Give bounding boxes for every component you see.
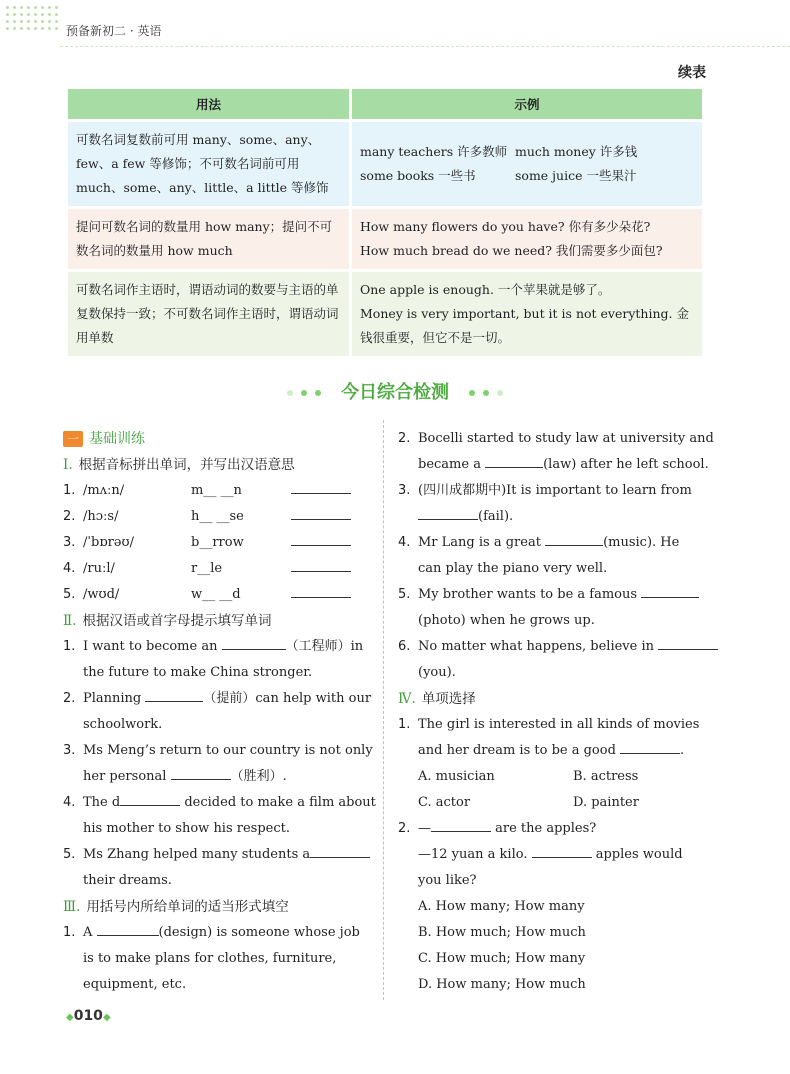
question: 3. (四川成都期中)It is important to learn from xyxy=(398,483,692,498)
phonetic-item: 4. /ruːl/ r__le xyxy=(63,556,373,582)
answer-blank[interactable] xyxy=(171,765,231,780)
example-cell xyxy=(352,122,702,206)
phonetic-item: 2. /hɔːs/ h__ __se xyxy=(63,504,373,530)
question: 1. A (design) is someone whose job xyxy=(63,920,373,946)
question: 4. Mr Lang is a great (music). He xyxy=(398,530,708,556)
example: some juice 一些果汁 xyxy=(515,168,637,183)
option-c[interactable]: C. How much; How many xyxy=(418,951,586,966)
question-cont: (photo) when he grows up. xyxy=(418,613,595,628)
answer-blank[interactable] xyxy=(418,505,478,520)
part2-heading: Ⅱ. 根据汉语或首字母提示填写单词 xyxy=(63,613,272,629)
example: How much bread do we need? 我们需要多少面包? xyxy=(360,243,663,258)
question: 2. Planning （提前）can help with our xyxy=(63,686,373,712)
question-cont: his mother to show his respect. xyxy=(83,821,291,836)
question-cont: the future to make China stronger. xyxy=(83,665,313,680)
option-d[interactable]: D. How many; How much xyxy=(418,977,586,992)
question-cont: became a (law) after he left school. xyxy=(398,452,708,478)
question-cont: her personal （胜利）. xyxy=(63,764,373,790)
question-cont: can play the piano very well. xyxy=(418,561,608,576)
question-cont: —12 yuan a kilo. apples would xyxy=(398,842,708,868)
question: 2. Bocelli started to study law at university and xyxy=(398,431,714,446)
question-cont: their dreams. xyxy=(83,873,172,888)
section-title xyxy=(0,378,790,404)
question-cont: you like? xyxy=(418,873,477,888)
answer-blank[interactable] xyxy=(291,557,351,572)
phonetic-item: 5. /wʊd/ w__ __d xyxy=(63,582,373,608)
table-row xyxy=(68,272,702,356)
option-a[interactable]: A. musician xyxy=(418,769,495,784)
answer-blank[interactable] xyxy=(222,635,286,650)
question: 1. The girl is interested in all kinds of movies xyxy=(398,717,700,732)
answer-blank[interactable] xyxy=(291,479,351,494)
part1-heading: Ⅰ. 根据音标拼出单词，并写出汉语意思 xyxy=(63,457,295,473)
answer-blank[interactable] xyxy=(485,453,543,468)
answer-blank[interactable] xyxy=(620,739,680,754)
answer-blank[interactable] xyxy=(310,843,370,858)
answer-blank[interactable] xyxy=(545,531,603,546)
continued-label: 续表 xyxy=(678,65,706,81)
page-number: ◆010◆ xyxy=(66,1008,111,1024)
example: Money is very important, but it is not everything. 金钱很重要，但它不是一切。 xyxy=(360,306,689,345)
answer-blank[interactable] xyxy=(97,921,159,936)
example: some books 一些书 xyxy=(360,168,476,183)
basic-training-heading: 一 基础训练 xyxy=(63,426,373,452)
question: 4. The d decided to make a film about xyxy=(63,790,373,816)
usage-cell: 可数名词复数前可用 many、some、any、few、a few 等修饰；不可数名词前可用 much、some、any、little、a little 等修饰 xyxy=(68,122,349,206)
option-b[interactable]: B. How much; How much xyxy=(418,925,586,940)
left-column xyxy=(63,426,376,998)
question: 5. My brother wants to be a famous xyxy=(398,582,708,608)
options xyxy=(398,764,708,816)
right-column xyxy=(398,426,714,998)
answer-blank[interactable] xyxy=(641,583,699,598)
answer-blank[interactable] xyxy=(145,687,203,702)
option-b[interactable]: B. actress xyxy=(573,769,639,784)
part4-heading: Ⅳ. 单项选择 xyxy=(398,691,476,707)
question-cont: (you). xyxy=(418,665,456,680)
answer-blank[interactable] xyxy=(532,843,592,858)
answer-blank[interactable] xyxy=(291,505,351,520)
option-d[interactable]: D. painter xyxy=(573,795,639,810)
example: How many flowers do you have? 你有多少朵花? xyxy=(360,219,651,234)
answer-blank[interactable] xyxy=(431,817,491,832)
answer-blank[interactable] xyxy=(291,531,351,546)
question-cont: (fail). xyxy=(398,504,708,530)
phonetic-item: 1. /mʌːn/ m__ __n xyxy=(63,478,373,504)
usage-table xyxy=(65,86,705,359)
part3-heading: Ⅲ. 用括号内所给单词的适当形式填空 xyxy=(63,899,289,915)
example: One apple is enough. 一个苹果就是够了。 xyxy=(360,282,611,297)
option-a[interactable]: A. How many; How many xyxy=(418,899,585,914)
question-cont: equipment, etc. xyxy=(83,977,187,992)
question: 1. I want to become an （工程师）in xyxy=(63,634,373,660)
question: 3. Ms Meng’s return to our country is not only xyxy=(63,743,373,758)
phonetic-item: 3. /ˈbɒrəʊ/ b__rrow xyxy=(63,530,373,556)
question-cont: is to make plans for clothes, furniture, xyxy=(83,951,337,966)
decor-dots xyxy=(4,4,60,34)
column-divider xyxy=(383,420,384,1000)
question: 5. Ms Zhang helped many students a xyxy=(63,842,373,868)
usage-cell: 可数名词作主语时，谓语动词的数要与主语的单复数保持一致；不可数名词作主语时，谓语动词用单数 xyxy=(68,272,349,356)
usage-cell: 提问可数名词的数量用 how many；提问不可数名词的数量用 how much xyxy=(68,209,349,269)
basic-tag: 一 xyxy=(63,431,83,447)
col-header-usage: 用法 xyxy=(68,89,349,119)
answer-blank[interactable] xyxy=(120,791,180,806)
option-c[interactable]: C. actor xyxy=(418,795,471,810)
question-cont: and her dream is to be a good . xyxy=(398,738,708,764)
section-title-text: 今日综合检测 xyxy=(341,382,449,403)
table-row xyxy=(68,209,702,269)
col-header-examples: 示例 xyxy=(352,89,702,119)
example-cell xyxy=(352,272,702,356)
question: 2. — are the apples? xyxy=(398,816,708,842)
example: many teachers 许多教师 xyxy=(360,144,508,159)
example-cell xyxy=(352,209,702,269)
question-cont: schoolwork. xyxy=(83,717,163,732)
answer-blank[interactable] xyxy=(658,635,718,650)
answer-blank[interactable] xyxy=(291,583,351,598)
header-title: 预备新初二 · 英语 xyxy=(66,24,162,38)
example: much money 许多钱 xyxy=(515,144,638,159)
header-divider xyxy=(60,46,790,47)
question: 6. No matter what happens, believe in xyxy=(398,634,708,660)
table-row xyxy=(68,122,702,206)
